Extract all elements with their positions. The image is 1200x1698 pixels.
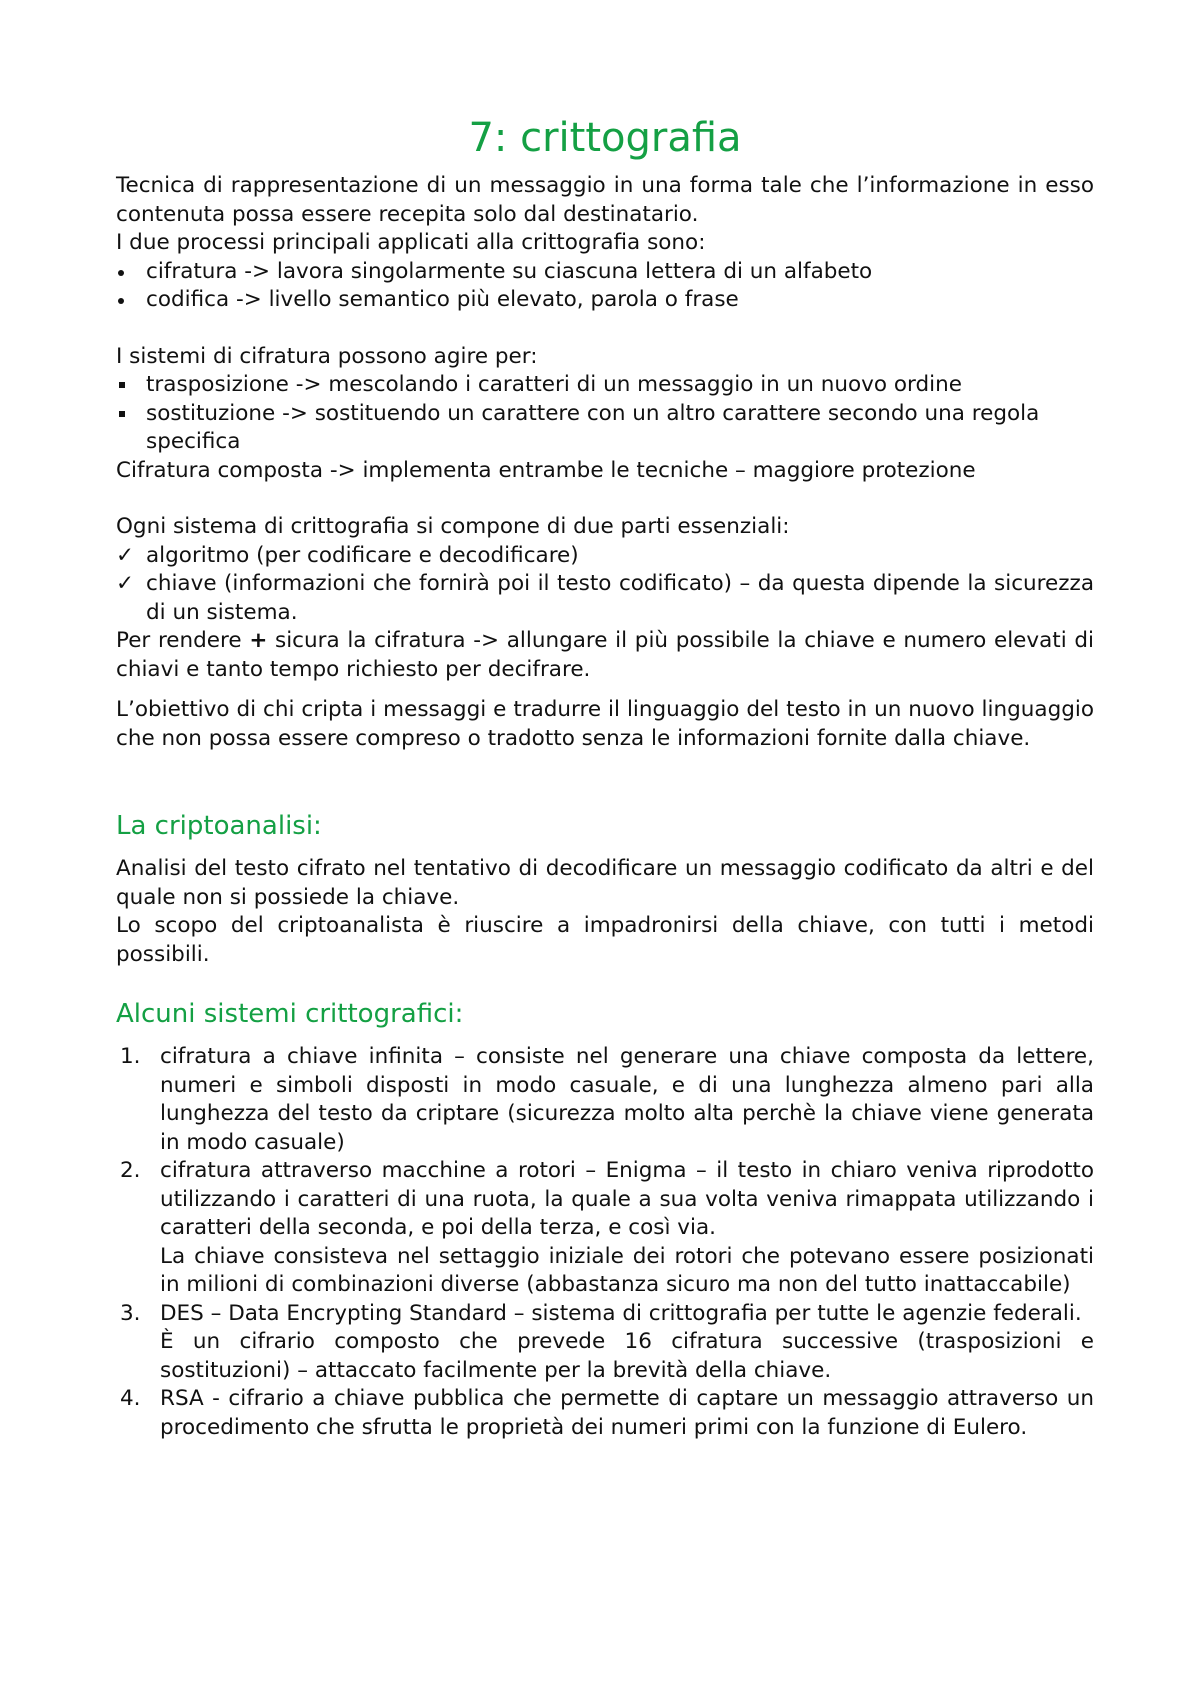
list-item: codifica -> livello semantico più elevato, parola o frase xyxy=(116,286,1094,315)
list-item-text: La chiave consisteva nel settaggio iniziale dei rotori che potevano essere posizionati in milioni di combinazioni diverse (abbastanza sicuro ma non del tutto inattaccabile) xyxy=(160,1243,1094,1297)
security-prefix: Per rendere xyxy=(116,628,250,653)
section-heading-crypto-systems: Alcuni sistemi crittografici: xyxy=(116,999,464,1029)
list-item: sostituzione -> sostituendo un carattere con un altro carattere secondo una regola specifica xyxy=(116,400,1094,457)
cryptanalysis-goal-paragraph: Lo scopo del criptoanalista è riuscire a impadronirsi della chiave, con tutti i metodi possibili. xyxy=(116,913,1094,967)
crypto-systems-list xyxy=(116,1043,1094,1442)
list-item xyxy=(116,1300,1094,1386)
list-number: 4. xyxy=(120,1386,141,1411)
section-heading-cryptanalysis: La criptoanalisi: xyxy=(116,811,322,841)
list-item: trasposizione -> mescolando i caratteri di un messaggio in un nuovo ordine xyxy=(116,371,1094,400)
list-item xyxy=(116,542,1094,571)
checkmark-icon: ✓ xyxy=(116,542,135,568)
plus-symbol: + xyxy=(249,628,268,653)
document-page xyxy=(116,112,1094,1442)
processes-list xyxy=(116,258,1094,315)
parts-intro: Ogni sistema di crittografia si compone di due parti essenziali: xyxy=(116,514,790,539)
list-item xyxy=(116,1157,1094,1300)
processes-intro: I due processi principali applicati alla crittografia sono: xyxy=(116,230,706,255)
list-number: 2. xyxy=(120,1158,141,1183)
list-item-text: algoritmo (per codificare e decodificare) xyxy=(146,542,579,568)
list-item xyxy=(116,1385,1094,1442)
definition-paragraph: Tecnica di rappresentazione di un messaggio in una forma tale che l’informazione in esso contenuta possa essere recepita solo dal destinatario. xyxy=(116,173,1094,227)
cryptanalysis-paragraph: Analisi del testo cifrato nel tentativo di decodificare un messaggio codificato da altri e del quale non si possiede la chiave. xyxy=(116,856,1094,910)
list-number: 3. xyxy=(120,1300,141,1326)
list-item-text: È un cifrario composto che prevede 16 cifratura successive (trasposizioni e sostituzioni) – attaccato facilmente per la brevità della chiave. xyxy=(160,1329,1094,1383)
list-item-text: DES – Data Encrypting Standard – sistema di crittografia per tutte le agenzie federali. xyxy=(160,1300,1082,1326)
security-paragraph xyxy=(116,627,1094,684)
list-item xyxy=(116,1043,1094,1157)
list-number: 1. xyxy=(120,1044,141,1069)
list-item-text: RSA - cifrario a chiave pubblica che permette di captare un messaggio attraverso un procedimento che sfrutta le proprietà dei numeri primi con la funzione di Eulero. xyxy=(160,1386,1094,1440)
systems-intro: I sistemi di cifratura possono agire per: xyxy=(116,343,538,369)
list-item-text: chiave (informazioni che fornirà poi il testo codificato) – da questa dipende la sicurezza di un sistema. xyxy=(146,571,1094,625)
objective-paragraph: L’obiettivo di chi cripta i messaggi e tradurre il linguaggio del testo in un nuovo linguaggio che non possa essere compreso o tradotto senza le informazioni fornite dalla chiave. xyxy=(116,697,1094,751)
composed-cipher-paragraph: Cifratura composta -> implementa entrambe le tecniche – maggiore protezione xyxy=(116,457,976,483)
page-title: 7: crittografia xyxy=(468,115,742,161)
list-item-text: cifratura a chiave infinita – consiste nel generare una chiave composta da lettere, numeri e simboli disposti in modo casuale, e di una lunghezza almeno pari alla lunghezza del testo da criptare (sicurezza molto alta perchè la chiave viene generata in modo casuale) xyxy=(160,1044,1094,1155)
security-suffix: sicura la cifratura -> allungare il più possibile la chiave e numero elevati di chiavi e tanto tempo richiesto per decifrare. xyxy=(116,628,1095,682)
list-item-text: cifratura attraverso macchine a rotori – Enigma – il testo in chiaro veniva riprodotto utilizzando i caratteri di una ruota, la quale a sua volta veniva rimappata utilizzando i caratteri della seconda, e poi della terza, e così via. xyxy=(160,1158,1094,1240)
systems-list xyxy=(116,371,1094,457)
checkmark-icon: ✓ xyxy=(116,571,135,596)
list-item xyxy=(116,570,1094,627)
parts-list xyxy=(116,542,1094,628)
list-item: cifratura -> lavora singolarmente su ciascuna lettera di un alfabeto xyxy=(116,258,1094,287)
